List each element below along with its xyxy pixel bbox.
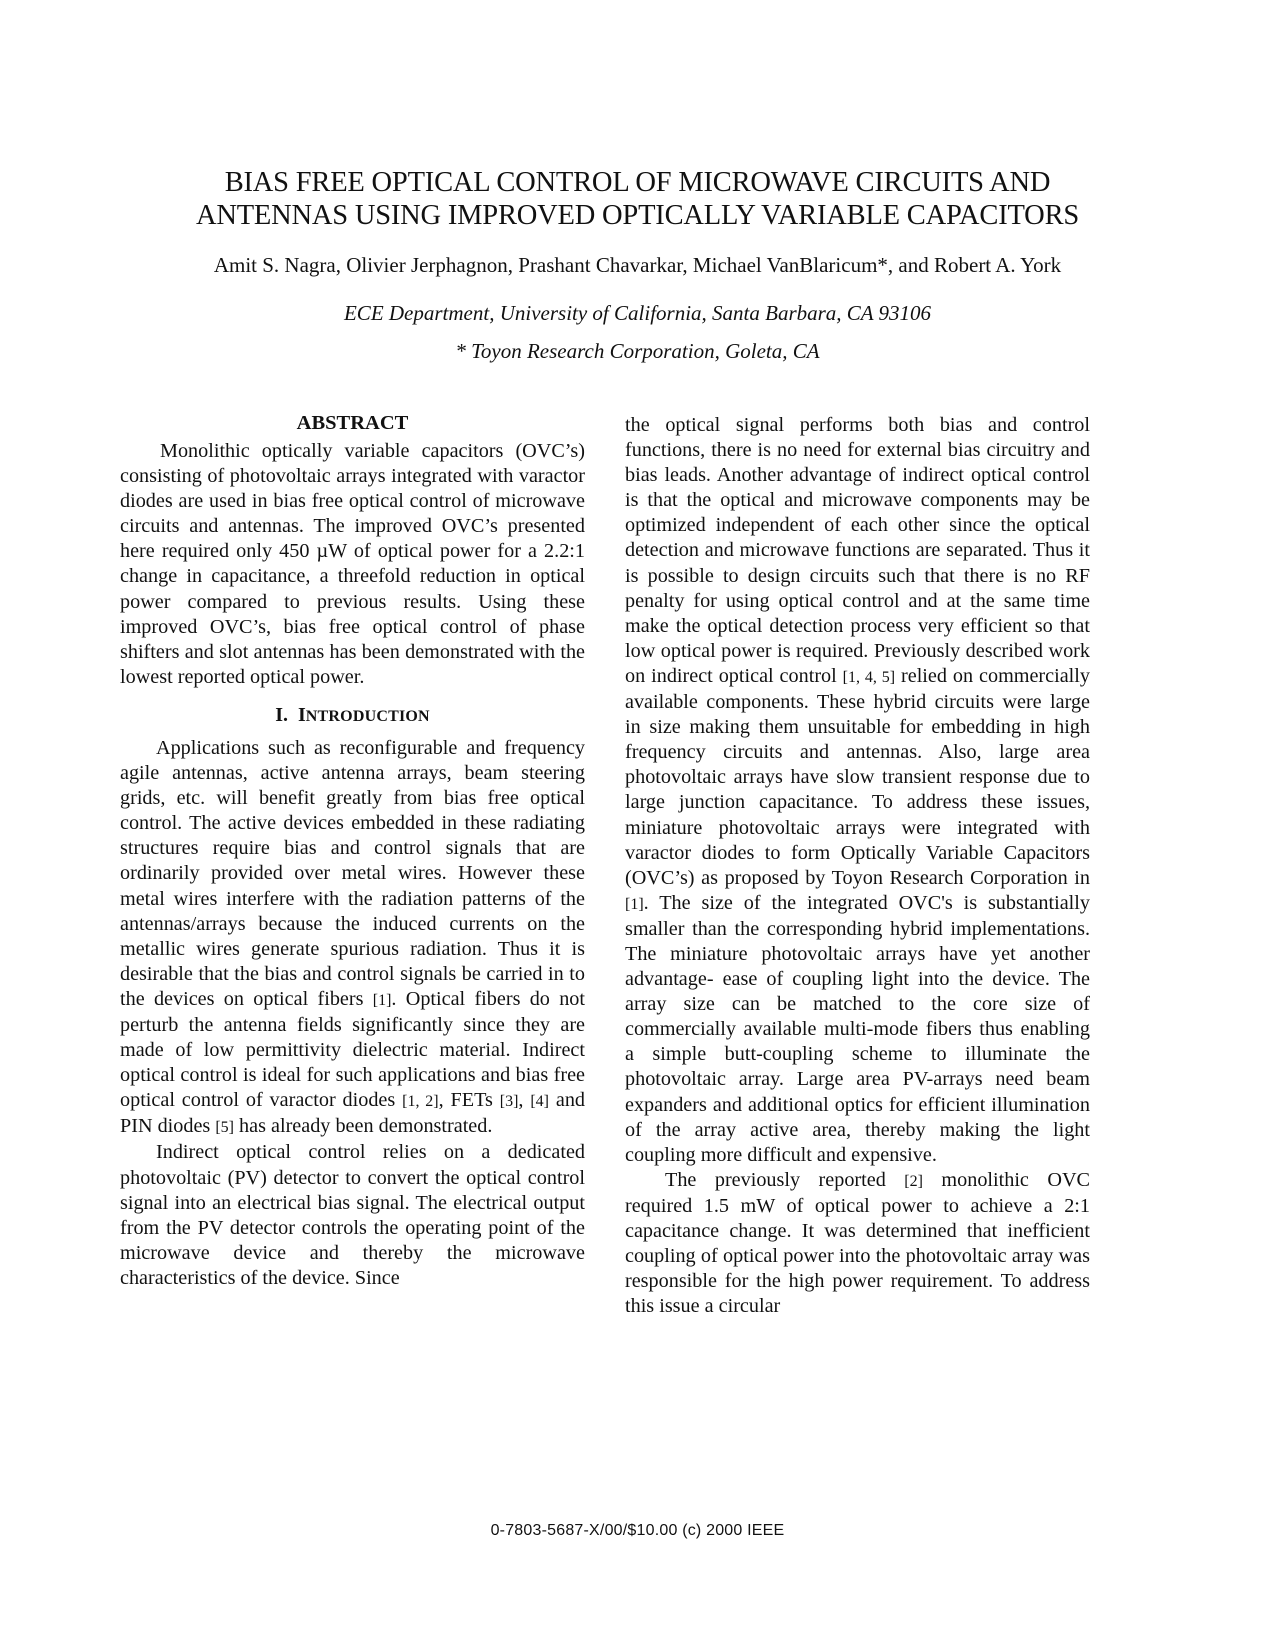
author-list: Amit S. Nagra, Olivier Jerphagnon, Prashant Chavarkar, Michael VanBlaricum*, and Robert A. York <box>213 253 1062 277</box>
intro-paragraph-1: Applications such as reconfigurable and frequency agile antennas, active antenna arrays, beam steering grids, etc. will benefit greatly from bias free optical control. The active devices embedded in these radiating structures require bias and control signals that are ordinarily provided over metal wires. However these metal wires interfere with the radiation patterns of the antennas/arrays because the induced currents on the metallic wires generate spurious radiation. Thus it is desirable that the bias and control signals be carried in to the devices on optical fibers [1]. Optical fibers do not perturb the antenna fields significantly since they are made of low permittivity dielectric material. Indirect optical control is ideal for such applications and bias free optical control of varactor diodes [1, 2], FETs [3], [4] and PIN diodes [5] has already been demonstrated. <box>120 736 586 1138</box>
citation[interactable]: [1] <box>625 895 644 913</box>
column-left <box>120 410 585 1291</box>
abstract-heading: ABSTRACT <box>296 412 409 434</box>
section-title-initial: I <box>298 703 306 726</box>
column-right <box>625 413 1090 1319</box>
citation[interactable]: [2] <box>904 1172 923 1190</box>
citation[interactable]: [4] <box>530 1093 549 1111</box>
citation[interactable]: [5] <box>215 1119 234 1137</box>
paper-title-line-2: ANTENNAS USING IMPROVED OPTICALLY VARIABLE CAPACITORS <box>195 200 1080 231</box>
paper-title-line-1: BIAS FREE OPTICAL CONTROL OF MICROWAVE CIRCUITS AND <box>224 167 1051 198</box>
citation[interactable]: [1, 4, 5] <box>842 668 896 686</box>
intro-paragraph-2-continued: the optical signal performs both bias and control functions, there is no need for external bias circuitry and bias leads. Another advantage of indirect optical control is that the optical and microwave components may be optimized independent of each other since the optical detection and microwave functions are separated. Thus it is possible to design circuits such that there is no RF penalty for using optical control and at the same time make the optical detection process very efficient so that low optical power is required. Previously described work on indirect optical control [1, 4, 5] relied on commercially available components. These hybrid circuits were large in size making them unsuitable for embedding in high frequency circuits and antennas. Also, large area photovoltaic arrays have slow transient response due to large junction capacitance. To address these issues, miniature photovoltaic arrays were integrated with varactor diodes to form Optically Variable Capacitors (OVC’s) as proposed by Toyon Research Corporation in [1]. The size of the integrated OVC's is substantially smaller than the corresponding hybrid implementations. The miniature photovoltaic arrays have yet another advantage- ease of coupling light into the device. The array size can be matched to the core size of commercially available multi-mode fibers thus enabling a simple butt-coupling scheme to illuminate the photovoltaic array. Large area PV-arrays need beam expanders and additional optics for efficient illumination of the array active area, thereby making the light coupling more difficult and expensive. <box>625 414 1090 1166</box>
affiliation-secondary: * Toyon Research Corporation, Goleta, CA <box>455 339 820 363</box>
abstract-text: Monolithic optically variable capacitors (OVC’s) consisting of photovoltaic arrays integrated with varactor diodes are used in bias free optical control of microwave circuits and antennas. The improved OVC’s presented here required only 450 µW of optical power for a 2.2:1 change in capacitance, a threefold reduction in optical power compared to previous results. Using these improved OVC’s, bias free optical control of phase shifters and slot antennas has been demonstrated with the lowest reported optical power. <box>120 440 585 688</box>
paper-title <box>100 166 1175 232</box>
intro-paragraph-2-start: Indirect optical control relies on a dedicated photovoltaic (PV) detector to convert the optical control signal into an electrical bias signal. The electrical output from the PV detector controls the operating point of the microwave device and thereby the microwave characteristics of the device. Since <box>120 1141 585 1289</box>
intro-paragraph-3: The previously reported [2] monolithic OVC required 1.5 mW of optical power to achieve a 2:1 capacitance change. It was determined that inefficient coupling of optical power into the photovoltaic array was responsible for the high power requirement. To address this issue a circular <box>625 1168 1090 1318</box>
citation[interactable]: [3] <box>499 1093 519 1111</box>
section-title-rest: NTRODUCTION <box>305 707 430 725</box>
affiliation-primary: ECE Department, University of California, Santa Barbara, CA 93106 <box>343 301 931 325</box>
introduction-heading <box>120 702 585 730</box>
citation[interactable]: [1, 2] <box>402 1093 439 1111</box>
copyright-footer: 0-7803-5687-X/00/$10.00 (c) 2000 IEEE <box>490 1522 785 1539</box>
section-number: I. <box>275 703 288 726</box>
citation[interactable]: [1] <box>372 991 392 1009</box>
